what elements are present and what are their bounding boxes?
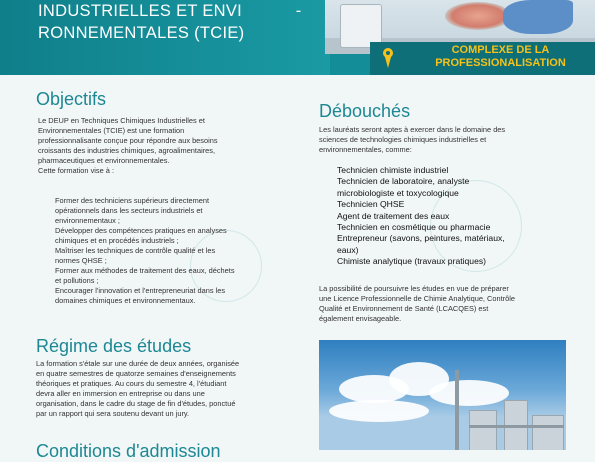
list-item: Technicien QHSE (337, 199, 405, 210)
cloud (429, 380, 509, 406)
location-pin-icon (382, 47, 394, 69)
list-item: Former aux méthodes de traitement des eaux, déchets et pollutions ; (55, 266, 235, 285)
list-item: Développer des compétences pratiques en analyses chimiques et en procédés industriels ; (55, 226, 227, 245)
objectifs-intro: Le DEUP en Techniques Chimiques Industrielles et Environnementales (TCIE) est une formation professionnalisante conçue pour répondre aux besoins croissants des industries chimiques, agroalimentaires, pharmaceutiques et environnementales. Cette formation vise à : (38, 116, 218, 175)
list-item: Maîtriser les techniques de contrôle qualité et les normes QHSE ; (55, 246, 216, 265)
regime-text: La formation s'étale sur une durée de deux années, organisée en quatre semestres de quatorze semaines d'enseignements théoriques et pratiques. Au cours du semestre 4, l'étudiant devra aller en immersion en entreprise ou dans une organisation, dans le cadre du stage de fin d'études, ponctué par un rapport qui sera soutenu devant un jury. (36, 359, 240, 418)
debouches-outro: La possibilité de poursuivre les études en vue de préparer une Licence Professionnelle de Chimie Analytique, Contrôle Qualité et Environnement de Santé (LCACQES) est également envisageable. (319, 284, 515, 323)
list-item: Encourager l'innovation et l'entrepreneuriat dans les domaines chimiques et environnementaux. (55, 286, 226, 305)
program-title: INDUSTRIELLES ET ENVI - RONNEMENTALES (TCIE) (38, 2, 302, 42)
storage-tank (532, 415, 564, 450)
petri-dish (445, 2, 511, 30)
regime-heading: Régime des études (36, 336, 192, 356)
industrial-plant-photo (319, 340, 566, 450)
debouches-heading: Débouchés (319, 101, 411, 121)
institution-name: COMPLEXE DE LA PROFESSIONALISATION (435, 44, 566, 69)
gloved-hand (503, 0, 573, 34)
debouches-intro: Les lauréats seront aptes à exercer dans le domaine des sciences de technologies chimiques industrielles et environnementales, comme: (319, 125, 506, 154)
list-item: Technicien de laboratoire, analyste microbiologiste et toxycologique (337, 176, 470, 198)
list-item: Chimiste analytique (travaux pratiques) (337, 256, 487, 267)
pipe (469, 425, 564, 428)
cloud (329, 400, 429, 422)
conditions-heading: Conditions d'admission (36, 441, 221, 461)
debouches-list (337, 165, 582, 268)
list-item: Technicien chimiste industriel (337, 165, 449, 175)
storage-tank (469, 410, 497, 450)
list-item: Entrepreneur (savons, peintures, matériaux, eaux) (337, 233, 505, 255)
chimney (455, 370, 459, 450)
list-item: Technicien en cosmétique ou pharmacie (337, 222, 491, 233)
objectifs-heading: Objectifs (36, 89, 107, 109)
list-item: Agent de traitement des eaux (337, 210, 450, 221)
objectifs-list (55, 196, 300, 306)
list-item: Former des techniciens supérieurs directement opérationnels dans les secteurs industriels et environnementaux ; (55, 196, 210, 225)
